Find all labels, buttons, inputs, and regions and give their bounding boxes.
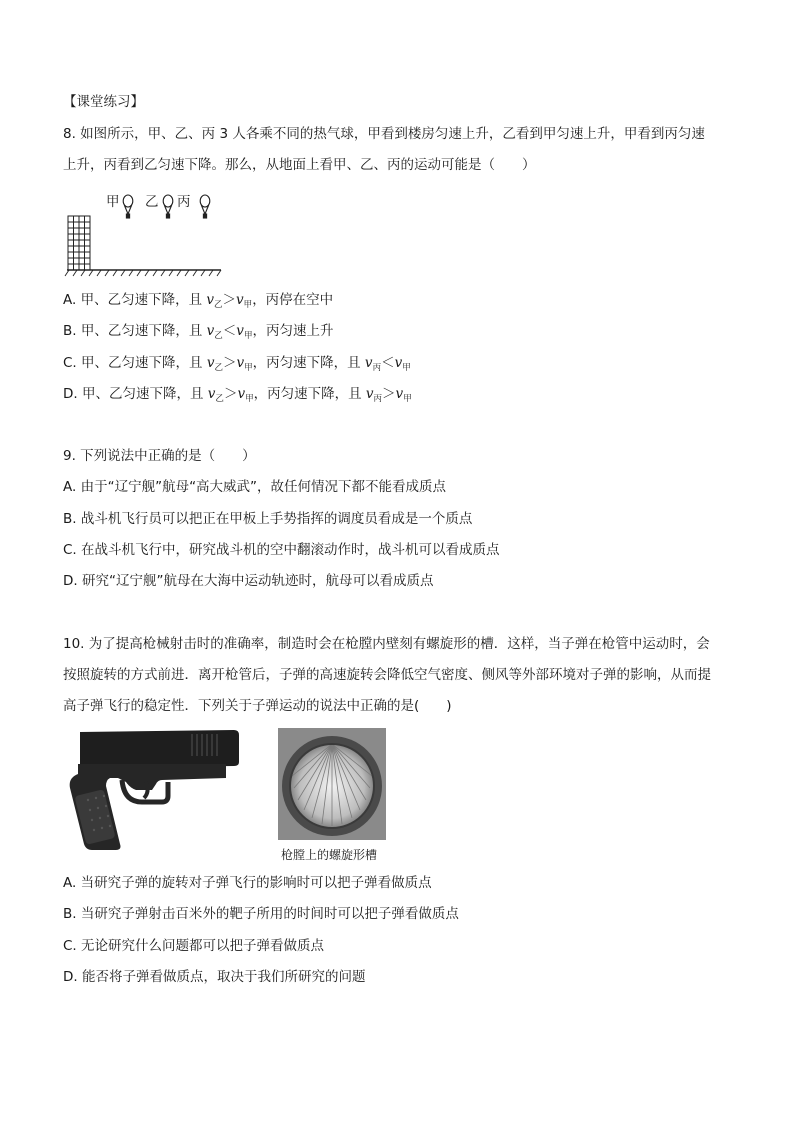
q10-stem-line-3: 高子弹飞行的稳定性．下列关于子弹运动的说法中正确的是( ) xyxy=(63,698,452,714)
balloon-label-bing: 丙 xyxy=(177,194,191,210)
balloon-label-yi: 乙 xyxy=(145,194,159,210)
q8-option-d: D. 甲、乙匀速下降，且 $v_乙>v_甲$，丙匀速下降，且 $v_丙>v_甲$ xyxy=(63,386,412,404)
q9-stem: 9. 下列说法中正确的是（ ） xyxy=(63,448,256,464)
rifled-barrel-image xyxy=(278,728,386,840)
q9-option-a: A. 由于“辽宁舰”航母“高大威武”，故任何情况下都不能看成质点 xyxy=(63,479,447,495)
q10-stem-line-1: 10. 为了提高枪械射击时的准确率，制造时会在枪膛内壁刻有螺旋形的槽．这样，当子弹在枪管中运动时，会 xyxy=(63,636,710,652)
balloon-label-jia: 甲 xyxy=(106,194,120,210)
q10-option-a: A. 当研究子弹的旋转对子弹飞行的影响时可以把子弹看做质点 xyxy=(63,875,432,891)
q8-stem-line-2: 上升，丙看到乙匀速下降。那么，从地面上看甲、乙、丙的运动可能是（ ） xyxy=(63,157,536,173)
section-header: 【课堂练习】 xyxy=(63,94,144,110)
q10-option-d: D. 能否将子弹看做质点，取决于我们所研究的问题 xyxy=(63,969,366,985)
q10-option-c: C. 无论研究什么问题都可以把子弹看做质点 xyxy=(63,938,325,954)
pistol-image xyxy=(66,726,242,854)
pistol-slide xyxy=(80,730,239,768)
q8-option-c: C. 甲、乙匀速下降，且 $v_乙>v_甲$，丙匀速下降，且 $v_丙<v_甲$ xyxy=(63,355,411,373)
ground-hatching xyxy=(65,270,221,276)
q8-stem-line-1: 8. 如图所示，甲、乙、丙 3 人各乘不同的热气球，甲看到楼房匀速上升，乙看到甲匀速上升，甲看到丙匀速 xyxy=(63,126,705,142)
q9-option-d: D. 研究“辽宁舰”航母在大海中运动轨迹时，航母可以看成质点 xyxy=(63,573,434,589)
q8-option-b: B. 甲、乙匀速下降，且 $v_乙<v_甲$，丙匀速上升 xyxy=(63,323,334,341)
q10-option-b: B. 当研究子弹射击百米外的靶子所用的时间时可以把子弹看做质点 xyxy=(63,906,459,922)
q10-stem-line-2: 按照旋转的方式前进．离开枪管后，子弹的高速旋转会降低空气密度、侧风等外部环境对子弹的影响，从而提 xyxy=(63,667,711,683)
q8-option-a: A. 甲、乙匀速下降，且 $v_乙>v_甲$，丙停在空中 xyxy=(63,292,334,310)
q8-balloon-figure xyxy=(63,186,233,278)
barrel-caption: 枪膛上的螺旋形槽 xyxy=(281,848,378,862)
q9-option-b: B. 战斗机飞行员可以把正在甲板上手势指挥的调度员看成是一个质点 xyxy=(63,511,473,527)
building-icon xyxy=(68,216,90,270)
balloon-icons xyxy=(123,195,210,218)
q9-option-c: C. 在战斗机飞行中，研究战斗机的空中翻滚动作时，战斗机可以看成质点 xyxy=(63,542,500,558)
